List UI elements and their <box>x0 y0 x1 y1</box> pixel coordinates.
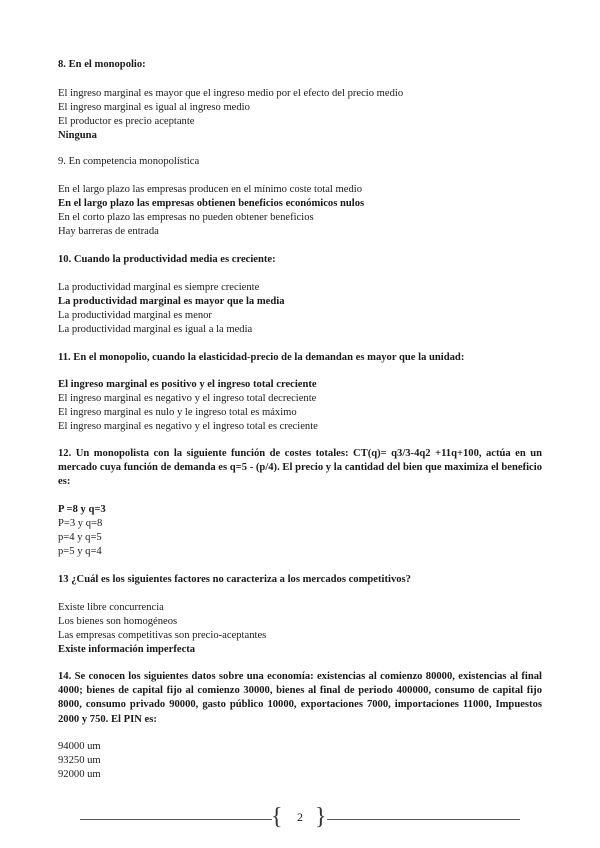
q12-option-4: p=5 y q=4 <box>58 546 102 557</box>
question-12-heading: 12. Un monopolista con la siguiente función de costes totales: CT(q)= q3/3-4q2 +11q+100, actúa en un mercado cuya función de demanda es q=5 - (p/4). El precio y la cantidad del bien que maximiza el beneficio es: <box>58 448 542 488</box>
q12-option-1-answer: P =8 y q=3 <box>58 504 106 515</box>
q8-option-2: El ingreso marginal es igual al ingreso medio <box>58 102 250 113</box>
q11-option-1-answer: El ingreso marginal es positivo y el ingreso total creciente <box>58 379 317 390</box>
q8-option-3: El productor es precio aceptante <box>58 116 195 127</box>
q13-option-1: Existe libre concurrencia <box>58 602 164 613</box>
question-14-heading: 14. Se conocen los siguientes datos sobre una economía: existencias al comienzo 80000, existencias al final 4000; bienes de capital fijo al comienzo 30000, bienes al final de periodo 400000, consumo de capital fijo 8000, consumo privado 90000, gasto público 10000, exportaciones 7000, importaciones 11000, Impuestos 2000 y 750. El PIN es: <box>58 671 542 725</box>
q8-option-1: El ingreso marginal es mayor que el ingreso medio por el efecto del precio medio <box>58 88 404 99</box>
q10-option-2-answer: La productividad marginal es mayor que la media <box>58 296 285 307</box>
question-8-heading: 8. En el monopolio: <box>58 59 146 70</box>
q13-option-2: Los bienes son homogéneos <box>58 616 178 627</box>
q12-option-3: p=4 y q=5 <box>58 532 102 543</box>
q10-option-4: La productividad marginal es igual a la media <box>58 324 253 335</box>
q10-option-1: La productividad marginal es siempre creciente <box>58 282 260 293</box>
q8-option-4-answer: Ninguna <box>58 130 97 141</box>
q9-option-1: En el largo plazo las empresas producen en el mínimo coste total medio <box>58 184 362 195</box>
q11-option-3: El ingreso marginal es nulo y le ingreso total es máximo <box>58 407 297 418</box>
q11-option-4: El ingreso marginal es negativo y el ingreso total es creciente <box>58 421 318 432</box>
q14-option-1: 94000 um <box>58 741 101 752</box>
q14-option-2: 93250 um <box>58 755 101 766</box>
footer-rule-left <box>80 819 272 820</box>
q13-option-4-answer: Existe información imperfecta <box>58 644 196 655</box>
q11-option-2: El ingreso marginal es negativo y el ingreso total decreciente <box>58 393 317 404</box>
q13-option-3: Las empresas competitivas son precio-aceptantes <box>58 630 267 641</box>
question-11-heading: 11. En el monopolio, cuando la elasticidad-precio de la demandan es mayor que la unidad: <box>58 352 465 363</box>
q10-option-3: La productividad marginal es menor <box>58 310 212 321</box>
q9-option-4: Hay barreras de entrada <box>58 226 159 237</box>
footer-rule-right <box>327 819 520 820</box>
question-10-heading: 10. Cuando la productividad media es creciente: <box>58 254 276 265</box>
question-9-heading: 9. En competencia monopolística <box>58 156 200 167</box>
q12-option-2: P=3 y q=8 <box>58 518 103 529</box>
q9-option-3: En el corto plazo las empresas no pueden obtener beneficios <box>58 212 314 223</box>
footer-brace-right: } <box>315 804 327 830</box>
q9-option-2-answer: En el largo plazo las empresas obtienen beneficios económicos nulos <box>58 198 365 209</box>
footer-brace-left: { <box>271 804 283 830</box>
q14-option-3: 92000 um <box>58 769 101 780</box>
question-13-heading: 13 ¿Cuál es los siguientes factores no caracteriza a los mercados competitivos? <box>58 574 411 585</box>
page-number: 2 <box>297 810 303 824</box>
